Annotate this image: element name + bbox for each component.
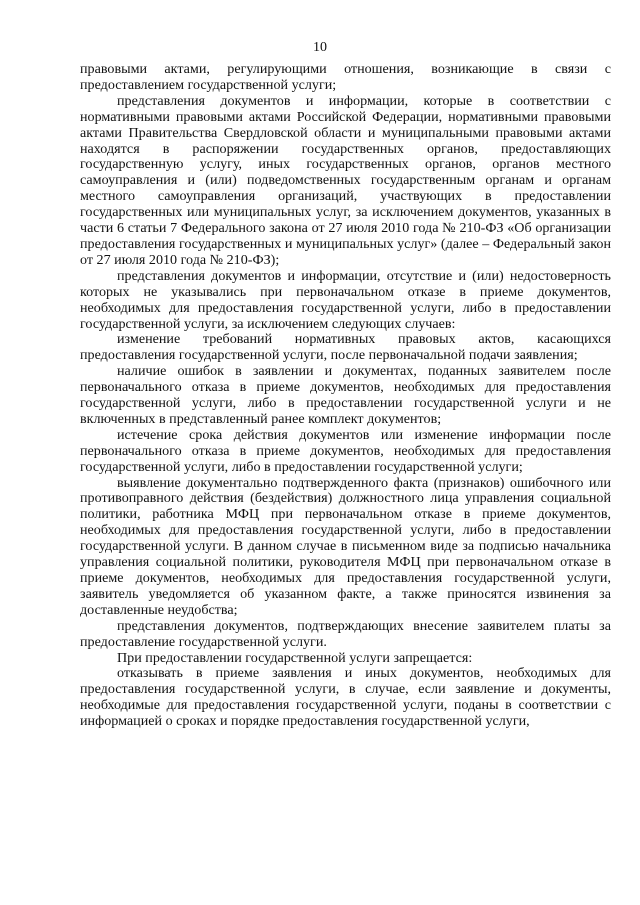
paragraph: представления документов и информации, отсутствие и (или) недостоверность которых не указывались при первоначальном отказе в приеме документов, необходимых для предоставления государственной услуги, либо в предоставлении государственной услуги, за исключением следующих случаев: — [80, 267, 611, 332]
paragraph: представления документов и информации, которые в соответствии с нормативными правовыми актами Российской Федерации, нормативными правовыми актами Правительства Свердловской области и муниципальными правовыми актами находятся в распоряжении государственных органов, предоставляющих государственную услугу, иных государственных органов, органов местного самоуправления и (или) подведомственных государственным органам и органам местного самоуправления организаций, участвующих в предоставлении государственных или муниципальных услуг, за исключением документов, указанных в части 6 статьи 7 Федерального закона от 27 июля 2010 года № 210-ФЗ «Об организации предоставления государственных и муниципальных услуг» (далее – Федеральный закон от 27 июля 2010 года № 210-ФЗ); — [80, 92, 611, 268]
paragraph: представления документов, подтверждающих внесение заявителем платы за предоставление государственной услуги. — [80, 617, 611, 650]
document-body — [80, 62, 611, 730]
paragraph: изменение требований нормативных правовых актов, касающихся предоставления государственной услуги, после первоначальной подачи заявления; — [80, 331, 611, 364]
paragraph: При предоставлении государственной услуги запрещается: — [117, 649, 473, 666]
paragraph: выявление документально подтвержденного факта (признаков) ошибочного или противоправного действия (бездействия) должностного лица управления социальной политики, работника МФЦ при первоначальном отказе в приеме документов, необходимых для предоставления государственной услуги, либо в предоставлении государственной услуги. В данном случае в письменном виде за подписью начальника управления социальной политики, руководителя МФЦ при первоначальном отказе в приеме документов, необходимых для предоставления государственной услуги, заявитель уведомляется об указанном факте, а также приносятся извинения за доставленные неудобства; — [80, 474, 611, 618]
page-number: 10 — [313, 40, 327, 55]
paragraph: отказывать в приеме заявления и иных документов, необходимых для предоставления государственной услуги, в случае, если заявление и документы, необходимые для предоставления государственной услуги, поданы в соответствии с информацией о сроках и порядке предоставления государственной услуги, — [80, 665, 611, 730]
paragraph: наличие ошибок в заявлении и документах, поданных заявителем после первоначального отказа в приеме документов, необходимых для предоставления государственной услуги, либо в предоставлении государственной услуги и не включенных в представленный ранее комплект документов; — [80, 363, 611, 427]
paragraph: правовыми актами, регулирующими отношения, возникающие в связи с предоставлением государственной услуги; — [80, 61, 611, 93]
paragraph: истечение срока действия документов или изменение информации после первоначального отказа в приеме документов, необходимых для предоставления государственной услуги, либо в предоставлении государственной услуги; — [80, 426, 611, 475]
